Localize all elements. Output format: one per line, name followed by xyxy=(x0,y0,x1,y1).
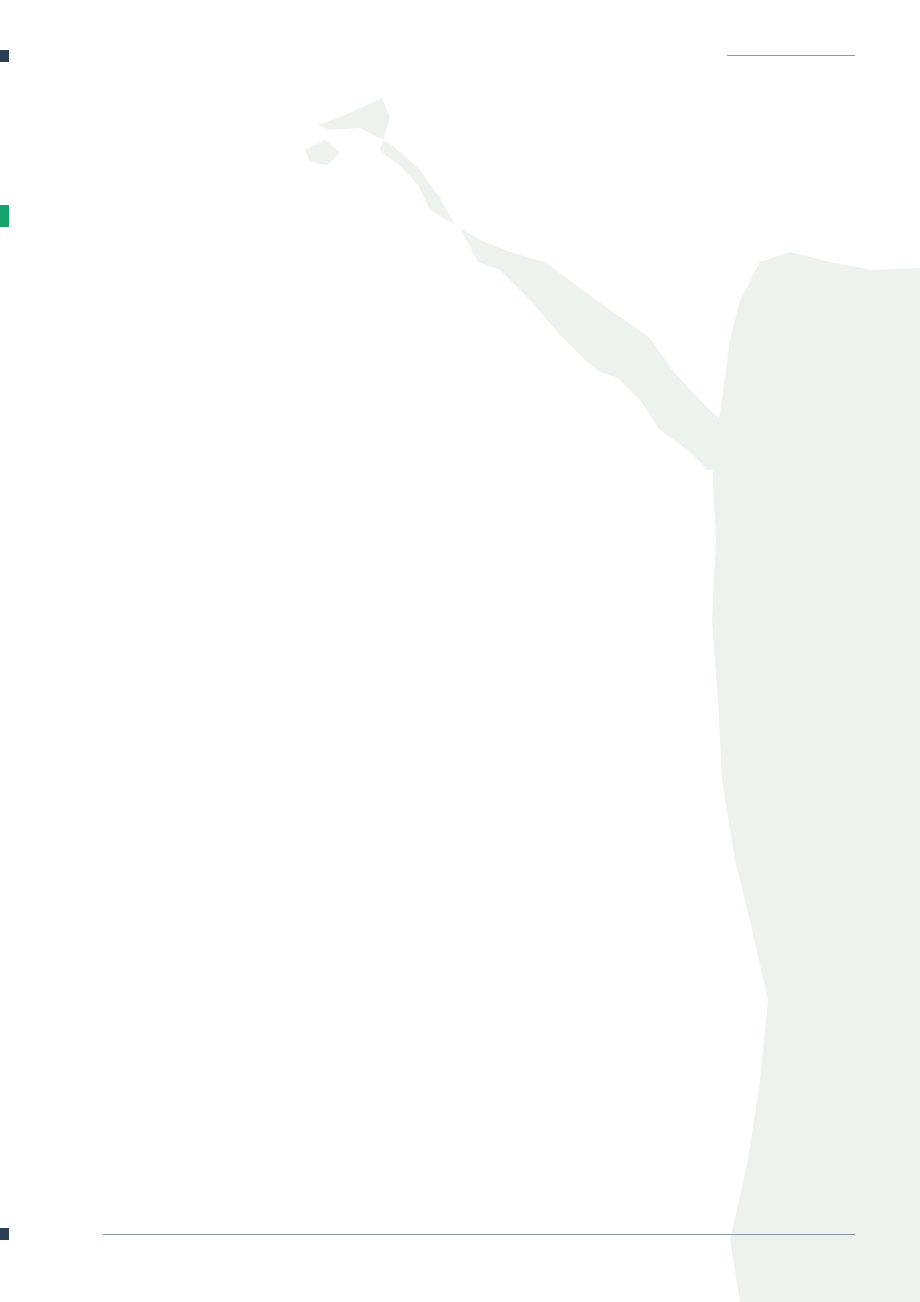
edge-mark-top xyxy=(0,50,9,62)
south-america-landmass xyxy=(712,252,920,1302)
footer-rule xyxy=(103,1234,855,1235)
edge-mark-bottom xyxy=(0,1228,9,1240)
header-rule xyxy=(727,55,855,56)
gulf-island-1 xyxy=(305,140,340,165)
edge-mark-section xyxy=(0,205,9,227)
central-america-landmass xyxy=(318,98,740,470)
